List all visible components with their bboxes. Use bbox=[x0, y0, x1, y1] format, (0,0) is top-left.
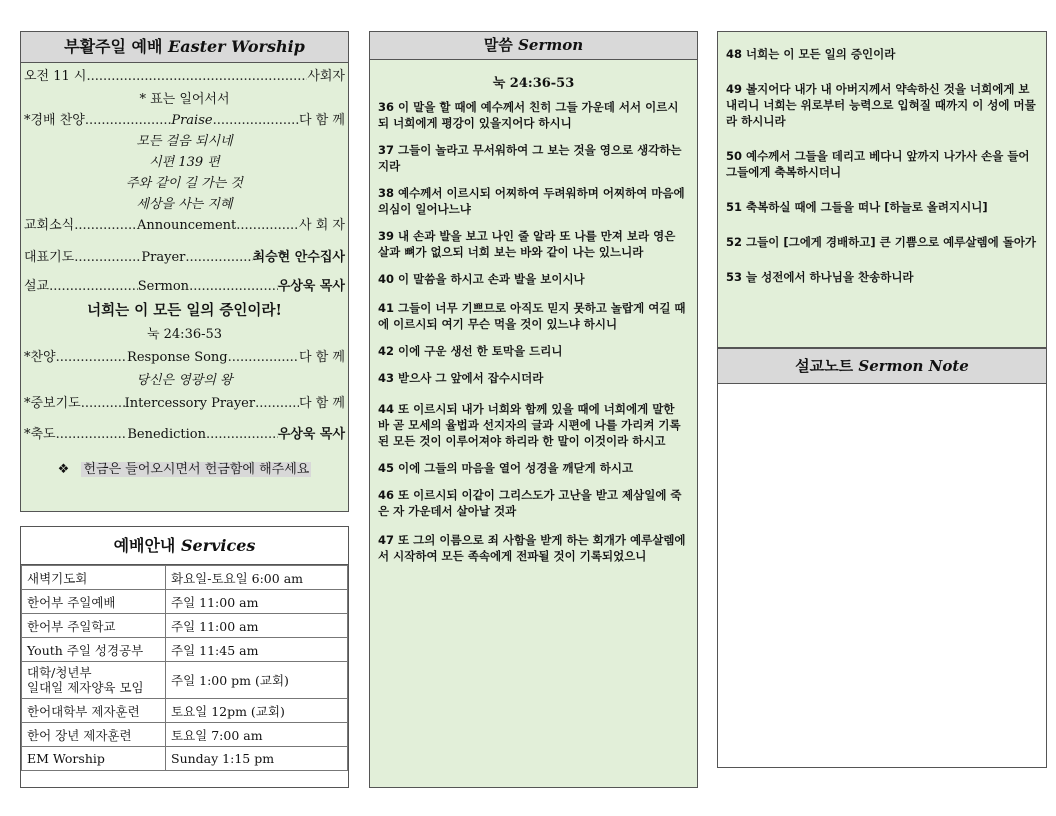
intercessory-prayer-row: *중보기도 ..... Intercessory Prayer ..... 다 함 께 bbox=[21, 393, 348, 419]
announcement-row: 교회소식 ..... Announcement ..... 사 회 자 bbox=[21, 215, 348, 241]
praise-song: 모든 걸음 되시네 bbox=[136, 134, 233, 149]
verse-paragraph: 42 이에 구운 생선 한 토막을 드리니 bbox=[378, 344, 563, 358]
services-table-row bbox=[22, 662, 348, 699]
sermon-passage-reference: 눅 24:36-53 bbox=[492, 76, 575, 91]
worship-title-ko: 부활주일 예배 bbox=[64, 37, 163, 56]
worship-order-panel bbox=[20, 31, 349, 512]
sermon-note-title-en: Sermon Note bbox=[858, 357, 969, 375]
prayer-row: 대표기도 ..... Prayer ..... 최승현 안수집사 bbox=[21, 241, 348, 274]
praise-row: *경배 찬양 ..... Praise ..... 다 함 께 bbox=[21, 110, 348, 131]
verse-paragraph: 48 너희는 이 모든 일의 증인이라 bbox=[726, 47, 896, 61]
services-table-row bbox=[22, 614, 348, 638]
services-title-ko: 예배안내 bbox=[113, 536, 176, 555]
sermon-title-en: Sermon bbox=[518, 36, 584, 54]
services-table-row bbox=[22, 699, 348, 723]
response-song-row: *찬양 ..... Response Song ..... 다 함 께 bbox=[21, 347, 348, 370]
service-name: 대학/청년부 일대일 제자양육 모임 bbox=[22, 662, 166, 699]
verse-paragraph: 47 또 그의 이름으로 죄 사함을 받게 하는 회개가 예루살렘에서 시작하여 모든 족속에게 전파될 것이 기록되었으니 bbox=[378, 533, 686, 563]
praise-song: 주와 같이 길 가는 것 bbox=[126, 176, 243, 191]
worship-order-header bbox=[21, 32, 348, 63]
verse-paragraph: 40 이 말씀을 하시고 손과 발을 보이시나 bbox=[378, 272, 585, 286]
services-table bbox=[21, 565, 348, 771]
verse-paragraph: 39 내 손과 발을 보고 나인 줄 알라 또 나를 만져 보라 영은 살과 뼈가 없으되 너희 보는 바와 같이 나는 있느니라 bbox=[378, 229, 676, 259]
service-name: 한어부 주일예배 bbox=[22, 590, 166, 614]
service-time: 주일 1:00 pm (교회) bbox=[166, 662, 348, 699]
verse-paragraph: 49 볼지어다 내가 내 아버지께서 약속하신 것을 너희에게 보내리니 너희는 위로부터 능력으로 입혀질 때까지 이 성에 머물라 하시니라 bbox=[726, 82, 1036, 128]
service-name: 한어부 주일학교 bbox=[22, 614, 166, 638]
service-name: 한어대학부 제자훈련 bbox=[22, 699, 166, 723]
service-name: 한어 장년 제자훈련 bbox=[22, 723, 166, 747]
offering-note bbox=[21, 455, 348, 485]
worship-time-row: 오전 11 시 ..... 사회자 bbox=[21, 66, 348, 89]
services-table-row bbox=[22, 747, 348, 771]
service-time: 주일 11:45 am bbox=[166, 638, 348, 662]
verse-paragraph: 37 그들이 놀라고 무서워하여 그 보는 것을 영으로 생각하는지라 bbox=[378, 143, 682, 173]
verse-paragraph: 52 그들이 [그에게 경배하고] 큰 기쁨으로 예루살렘에 돌아가 bbox=[726, 235, 1037, 249]
praise-song: 세상을 사는 지혜 bbox=[136, 197, 233, 212]
service-name: 새벽기도회 bbox=[22, 566, 166, 590]
verse-paragraph: 51 축복하실 때에 그들을 떠나 [하늘로 올려지시니] bbox=[726, 200, 988, 214]
verse-paragraph: 53 늘 성전에서 하나님을 찬송하니라 bbox=[726, 270, 914, 284]
sermon-text-continued-panel bbox=[717, 31, 1047, 348]
stand-note: * 표는 일어서서 bbox=[139, 92, 230, 107]
sermon-note-panel bbox=[717, 348, 1047, 768]
services-table-row bbox=[22, 590, 348, 614]
benediction-row: *축도 ..... Benediction ..... 우상욱 목사 bbox=[21, 419, 348, 451]
sermon-header bbox=[370, 32, 697, 60]
verse-paragraph: 46 또 이르시되 이같이 그리스도가 고난을 받고 제삼일에 죽은 자 가운데서 살아날 것과 bbox=[378, 488, 682, 518]
service-time: 주일 11:00 am bbox=[166, 614, 348, 638]
service-time: 토요일 7:00 am bbox=[166, 723, 348, 747]
offering-note-text: 헌금은 들어오시면서 헌금함에 해주세요 bbox=[83, 462, 310, 477]
sermon-title-ko: 말씀 bbox=[483, 36, 513, 54]
sermon-note-header bbox=[718, 349, 1046, 384]
sermon-row: 설교 ..... Sermon ..... 우상욱 목사 bbox=[21, 274, 348, 300]
services-table-row bbox=[22, 566, 348, 590]
services-panel bbox=[20, 526, 349, 788]
sermon-note-title-ko: 설교노트 bbox=[795, 357, 854, 375]
verse-paragraph: 45 이에 그들의 마음을 열어 성경을 깨닫게 하시고 bbox=[378, 461, 634, 475]
sermon-reference: 눅 24:36-53 bbox=[146, 327, 223, 342]
offering-bullet-icon: ❖ bbox=[57, 462, 70, 477]
service-time: 주일 11:00 am bbox=[166, 590, 348, 614]
services-header bbox=[21, 527, 348, 565]
service-time: 토요일 12pm (교회) bbox=[166, 699, 348, 723]
services-table-row bbox=[22, 723, 348, 747]
service-name: Youth 주일 성경공부 bbox=[22, 638, 166, 662]
verse-paragraph: 38 예수께서 이르시되 어찌하여 두려워하며 어찌하여 마음에 의심이 일어나느냐 bbox=[378, 186, 685, 216]
verse-paragraph: 43 받으사 그 앞에서 잡수시더라 bbox=[378, 371, 544, 385]
services-table-row bbox=[22, 638, 348, 662]
verse-paragraph: 44 또 이르시되 내가 너희와 함께 있을 때에 너희에게 말한 바 곧 모세의 율법과 선지자의 글과 시편에 나를 가리켜 기록된 모든 것이 이루어져야 하리라 한 말이 이것이라 하시고 bbox=[378, 402, 681, 448]
verse-paragraph: 50 예수께서 그들을 데리고 베다니 앞까지 나가사 손을 들어 그들에게 축복하시더니 bbox=[726, 149, 1030, 179]
verse-paragraph: 41 그들이 너무 기쁘므로 아직도 믿지 못하고 놀랍게 여길 때에 이르시되 여기 무슨 먹을 것이 있느냐 하시니 bbox=[378, 301, 686, 331]
verse-paragraph: 36 이 말을 할 때에 예수께서 친히 그들 가운데 서서 이르시되 너희에게 평강이 있을지어다 하시니 bbox=[378, 100, 679, 130]
service-name: EM Worship bbox=[22, 747, 166, 771]
sermon-note-writing-area[interactable] bbox=[718, 384, 1046, 764]
sermon-text-panel bbox=[369, 31, 698, 788]
service-time: Sunday 1:15 pm bbox=[166, 747, 348, 771]
response-song: 당신은 영광의 왕 bbox=[136, 373, 233, 388]
service-time: 화요일-토요일 6:00 am bbox=[166, 566, 348, 590]
sermon-title: 너희는 이 모든 일의 증인이라! bbox=[87, 302, 282, 319]
services-title-en: Services bbox=[180, 536, 256, 555]
praise-song: 시편 139 편 bbox=[149, 155, 220, 170]
worship-title-en: Easter Worship bbox=[168, 37, 305, 56]
